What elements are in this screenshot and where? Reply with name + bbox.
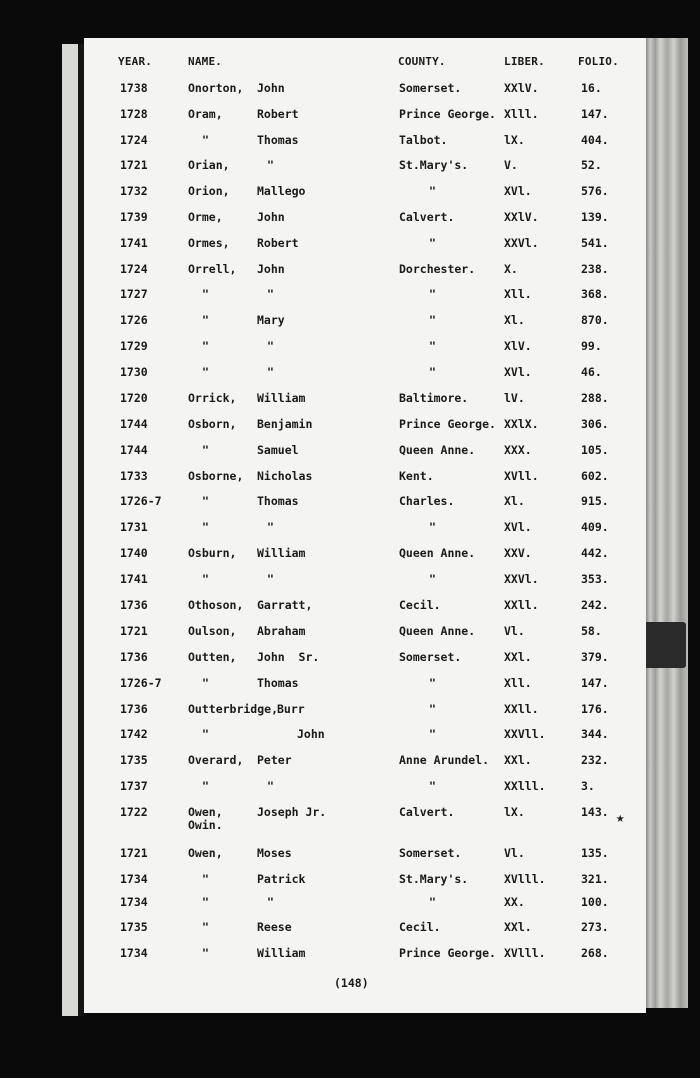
cell-year: 1721 — [120, 158, 148, 172]
cell-surname: Osborn, — [188, 417, 237, 431]
cell-surname: " — [202, 494, 209, 508]
cell-year: 1734 — [120, 895, 148, 909]
cell-surname: Orme, — [188, 210, 223, 224]
cell-surname: " — [202, 676, 209, 690]
cell-given: Samuel — [257, 443, 299, 457]
cell-liber: Xll. — [504, 287, 532, 301]
cell-liber: XVl. — [504, 365, 532, 379]
cell-year: 1726 — [120, 313, 148, 327]
cell-year: 1738 — [120, 81, 148, 95]
cell-year: 1724 — [120, 262, 148, 276]
cell-surname: Oram, — [188, 107, 223, 121]
cell-given: John — [297, 727, 325, 741]
cell-liber: Xlll. — [504, 107, 539, 121]
cell-given: Robert — [257, 236, 299, 250]
cell-county: Somerset. — [399, 650, 462, 664]
cell-county: " — [429, 779, 436, 793]
cell-liber: lX. — [504, 805, 525, 819]
cell-county: Queen Anne. — [399, 546, 476, 560]
cell-given: " — [267, 365, 274, 379]
cell-folio: 442. — [581, 546, 609, 560]
cell-liber: Xl. — [504, 313, 525, 327]
cell-liber: V. — [504, 158, 518, 172]
cell-county: Baltimore. — [399, 391, 469, 405]
cell-surname: " — [202, 133, 209, 147]
cell-folio: 58. — [581, 624, 602, 638]
cell-surname: Owen, — [188, 846, 223, 860]
cell-liber: lX. — [504, 133, 525, 147]
cell-folio: 321. — [581, 872, 609, 886]
cell-given: William — [257, 546, 306, 560]
cell-liber: XXVl. — [504, 572, 539, 586]
cell-county: Dorchester. — [399, 262, 476, 276]
cell-folio: 915. — [581, 494, 609, 508]
cell-liber: XXl. — [504, 650, 532, 664]
cell-county: Prince George. — [399, 417, 496, 431]
cell-surname: Ormes, — [188, 236, 230, 250]
cell-liber: XXVll. — [504, 727, 546, 741]
cell-surname: Owen, Owin. — [188, 805, 223, 832]
cell-folio: 143. — [581, 805, 609, 819]
cell-given: " — [267, 520, 274, 534]
cell-surname: Othoson, — [188, 598, 244, 612]
cell-folio: 232. — [581, 753, 609, 767]
cell-surname: Osborne, — [188, 469, 244, 483]
cell-folio: 368. — [581, 287, 609, 301]
cell-liber: XXll. — [504, 598, 539, 612]
cell-surname: Orion, — [188, 184, 230, 198]
cell-given: John — [257, 262, 285, 276]
cell-year: 1734 — [120, 946, 148, 960]
cell-county: " — [429, 236, 436, 250]
cell-folio: 379. — [581, 650, 609, 664]
cell-county: " — [429, 520, 436, 534]
header-county: COUNTY. — [398, 55, 446, 68]
cell-given: John — [257, 210, 285, 224]
cell-folio: 602. — [581, 469, 609, 483]
cell-surname: Outterbridge, — [188, 702, 279, 716]
cell-folio: 100. — [581, 895, 609, 909]
cell-liber: XVll. — [504, 469, 539, 483]
cell-given: Patrick — [257, 872, 306, 886]
cell-county: " — [429, 184, 436, 198]
cell-liber: XXlV. — [504, 81, 539, 95]
cell-folio: 52. — [581, 158, 602, 172]
cell-liber: XXlll. — [504, 779, 546, 793]
cell-folio: 870. — [581, 313, 609, 327]
cell-county: Anne Arundel. — [399, 753, 490, 767]
cell-year: 1736 — [120, 702, 148, 716]
cell-county: Charles. — [399, 494, 455, 508]
cell-given: John Sr. — [257, 650, 320, 664]
cell-given: Thomas — [257, 676, 299, 690]
cell-county: " — [429, 572, 436, 586]
cell-given: Burr — [277, 702, 305, 716]
cell-folio: 306. — [581, 417, 609, 431]
cell-county: Cecil. — [399, 598, 441, 612]
cell-folio: 268. — [581, 946, 609, 960]
cell-given: " — [267, 572, 274, 586]
annotation-star: ★ — [616, 810, 625, 826]
book-page-stack — [646, 38, 688, 1008]
cell-liber: XXlV. — [504, 210, 539, 224]
cell-liber: XVlll. — [504, 872, 546, 886]
cell-county: Prince George. — [399, 107, 496, 121]
cell-liber: XXVl. — [504, 236, 539, 250]
cell-surname: " — [202, 946, 209, 960]
cell-liber: XVl. — [504, 520, 532, 534]
cell-given: Nicholas — [257, 469, 313, 483]
cell-surname: " — [202, 313, 209, 327]
cell-surname: Orrick, — [188, 391, 237, 405]
cell-folio: 273. — [581, 920, 609, 934]
cell-given: " — [267, 287, 274, 301]
cell-surname: Overard, — [188, 753, 244, 767]
cell-folio: 147. — [581, 107, 609, 121]
cell-given: Garratt, — [257, 598, 313, 612]
cell-county: " — [429, 676, 436, 690]
cell-year: 1730 — [120, 365, 148, 379]
cell-liber: Xll. — [504, 676, 532, 690]
cell-surname: " — [202, 339, 209, 353]
cell-given: " — [267, 779, 274, 793]
cell-county: " — [429, 339, 436, 353]
cell-folio: 353. — [581, 572, 609, 586]
cell-given: Joseph Jr. — [257, 805, 327, 819]
cell-year: 1727 — [120, 287, 148, 301]
cell-county: Prince George. — [399, 946, 496, 960]
page-number: (148) — [334, 976, 369, 990]
cell-given: Robert — [257, 107, 299, 121]
cell-year: 1729 — [120, 339, 148, 353]
cell-liber: Xl. — [504, 494, 525, 508]
cell-county: Somerset. — [399, 846, 462, 860]
cell-folio: 344. — [581, 727, 609, 741]
cell-county: Calvert. — [399, 805, 455, 819]
cell-given: Thomas — [257, 494, 299, 508]
cell-folio: 404. — [581, 133, 609, 147]
cell-surname: " — [202, 895, 209, 909]
cell-county: St.Mary's. — [399, 158, 469, 172]
cell-year: 1734 — [120, 872, 148, 886]
cell-folio: 147. — [581, 676, 609, 690]
binder-clip — [640, 622, 686, 668]
cell-year: 1739 — [120, 210, 148, 224]
cell-given: Reese — [257, 920, 292, 934]
cell-liber: XXll. — [504, 702, 539, 716]
cell-surname: " — [202, 872, 209, 886]
cell-folio: 16. — [581, 81, 602, 95]
cell-given: Peter — [257, 753, 292, 767]
cell-folio: 176. — [581, 702, 609, 716]
cell-liber: XXX. — [504, 443, 532, 457]
book-left-edge — [62, 44, 78, 1016]
cell-folio: 105. — [581, 443, 609, 457]
cell-year: 1726-7 — [120, 676, 162, 690]
cell-year: 1742 — [120, 727, 148, 741]
cell-year: 1724 — [120, 133, 148, 147]
cell-folio: 242. — [581, 598, 609, 612]
cell-folio: 99. — [581, 339, 602, 353]
cell-liber: XVlll. — [504, 946, 546, 960]
cell-surname: Osburn, — [188, 546, 237, 560]
cell-surname: " — [202, 443, 209, 457]
cell-county: " — [429, 365, 436, 379]
cell-liber: Vl. — [504, 624, 525, 638]
cell-surname: " — [202, 779, 209, 793]
cell-folio: 576. — [581, 184, 609, 198]
cell-given: Abraham — [257, 624, 306, 638]
cell-year: 1732 — [120, 184, 148, 198]
cell-surname: " — [202, 572, 209, 586]
cell-year: 1721 — [120, 846, 148, 860]
cell-folio: 139. — [581, 210, 609, 224]
header-name: NAME. — [188, 55, 223, 68]
header-liber: LIBER. — [504, 55, 545, 68]
cell-liber: XXl. — [504, 753, 532, 767]
cell-folio: 288. — [581, 391, 609, 405]
cell-year: 1731 — [120, 520, 148, 534]
header-year: YEAR. — [118, 55, 153, 68]
cell-county: Queen Anne. — [399, 443, 476, 457]
cell-liber: XXl. — [504, 920, 532, 934]
cell-liber: lV. — [504, 391, 525, 405]
cell-year: 1740 — [120, 546, 148, 560]
cell-county: " — [429, 727, 436, 741]
cell-county: Somerset. — [399, 81, 462, 95]
cell-surname: " — [202, 365, 209, 379]
cell-liber: Vl. — [504, 846, 525, 860]
cell-liber: XXV. — [504, 546, 532, 560]
cell-county: Kent. — [399, 469, 434, 483]
cell-county: Calvert. — [399, 210, 455, 224]
cell-liber: XlV. — [504, 339, 532, 353]
cell-county: " — [429, 287, 436, 301]
cell-year: 1722 — [120, 805, 148, 819]
cell-surname: Oulson, — [188, 624, 237, 638]
cell-year: 1735 — [120, 753, 148, 767]
cell-surname: Orrell, — [188, 262, 237, 276]
cell-year: 1735 — [120, 920, 148, 934]
cell-year: 1741 — [120, 236, 148, 250]
cell-year: 1733 — [120, 469, 148, 483]
cell-county: " — [429, 702, 436, 716]
cell-surname: Orian, — [188, 158, 230, 172]
cell-surname: Outten, — [188, 650, 237, 664]
cell-surname: " — [202, 920, 209, 934]
cell-given: " — [267, 895, 274, 909]
cell-given: Benjamin — [257, 417, 313, 431]
cell-year: 1737 — [120, 779, 148, 793]
cell-given: William — [257, 391, 306, 405]
cell-surname: " — [202, 727, 209, 741]
cell-given: " — [267, 158, 274, 172]
header-folio: FOLIO. — [578, 55, 619, 68]
cell-liber: XXlX. — [504, 417, 539, 431]
cell-county: " — [429, 895, 436, 909]
cell-given: Moses — [257, 846, 292, 860]
cell-county: Queen Anne. — [399, 624, 476, 638]
cell-surname: Onorton, — [188, 81, 244, 95]
cell-folio: 238. — [581, 262, 609, 276]
cell-year: 1736 — [120, 650, 148, 664]
cell-given: Mary — [257, 313, 285, 327]
cell-given: Mallego — [257, 184, 306, 198]
cell-year: 1744 — [120, 443, 148, 457]
cell-given: William — [257, 946, 306, 960]
cell-county: " — [429, 313, 436, 327]
cell-surname: " — [202, 287, 209, 301]
ledger-table — [84, 38, 646, 1013]
cell-year: 1741 — [120, 572, 148, 586]
cell-county: St.Mary's. — [399, 872, 469, 886]
cell-year: 1744 — [120, 417, 148, 431]
cell-folio: 46. — [581, 365, 602, 379]
cell-liber: XVl. — [504, 184, 532, 198]
cell-given: John — [257, 81, 285, 95]
cell-given: " — [267, 339, 274, 353]
cell-county: Cecil. — [399, 920, 441, 934]
cell-surname: " — [202, 520, 209, 534]
ledger-page — [84, 38, 646, 1013]
cell-given: Thomas — [257, 133, 299, 147]
cell-folio: 409. — [581, 520, 609, 534]
cell-liber: XX. — [504, 895, 525, 909]
cell-folio: 541. — [581, 236, 609, 250]
cell-liber: X. — [504, 262, 518, 276]
cell-folio: 3. — [581, 779, 595, 793]
cell-year: 1736 — [120, 598, 148, 612]
cell-folio: 135. — [581, 846, 609, 860]
cell-year: 1721 — [120, 624, 148, 638]
cell-year: 1720 — [120, 391, 148, 405]
cell-year: 1728 — [120, 107, 148, 121]
cell-year: 1726-7 — [120, 494, 162, 508]
cell-county: Talbot. — [399, 133, 448, 147]
